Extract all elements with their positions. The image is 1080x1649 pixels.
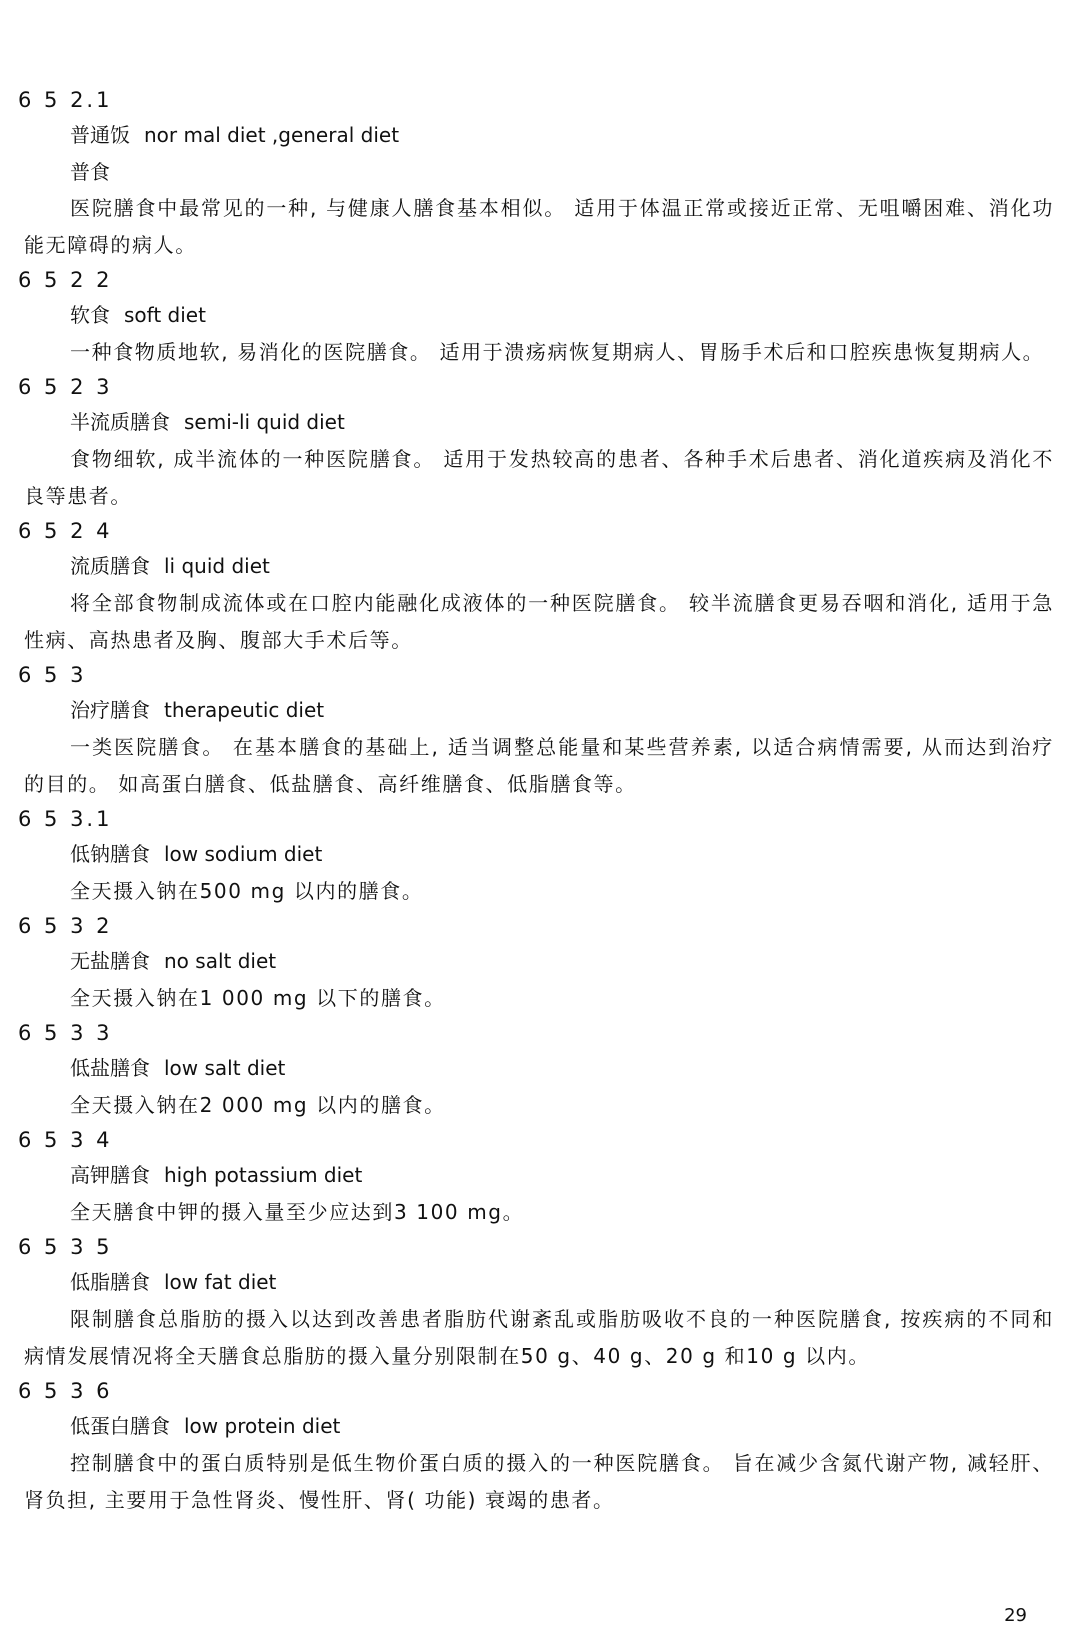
term-chinese: 普通饭	[70, 123, 130, 147]
term-english: no salt diet	[164, 949, 277, 973]
entry-definition: 全天摄入钠在1 000 mg 以下的膳食。	[70, 986, 446, 1010]
term-english: li quid diet	[164, 554, 270, 578]
entry	[0, 910, 1080, 1017]
entry	[0, 84, 1080, 264]
entry-number: 6 5 3 5	[18, 1235, 113, 1259]
entry	[0, 1375, 1080, 1519]
entry-definition: 全天摄入钠在500 mg 以内的膳食。	[70, 879, 424, 903]
entry	[0, 371, 1080, 515]
entry-number: 6 5 2 2	[18, 268, 113, 292]
term-english: low salt diet	[164, 1056, 286, 1080]
entry-number: 6 5 3	[18, 663, 87, 687]
entry-number: 6 5 3 3	[18, 1021, 113, 1045]
term-chinese: 半流质膳食	[70, 410, 170, 434]
entry-number: 6 5 3 6	[18, 1379, 113, 1403]
entry-term	[70, 403, 1080, 441]
entry	[0, 803, 1080, 910]
entry-number: 6 5 3 2	[18, 914, 113, 938]
entry-term	[70, 1156, 1080, 1194]
entry-list	[0, 84, 1080, 1519]
term-english: low fat diet	[164, 1270, 277, 1294]
entry-definition: 将全部食物制成流体或在口腔内能融化成液体的一种医院膳食。 较半流膳食更易吞咽和消化, 适用于急性病、高热患者及胸、腹部大手术后等。	[24, 591, 1054, 652]
term-english: therapeutic diet	[164, 698, 325, 722]
entry-number: 6 5 2 4	[18, 519, 113, 543]
entry-term	[70, 1407, 1080, 1445]
term-chinese: 无盐膳食	[70, 949, 150, 973]
term-english: soft diet	[124, 303, 206, 327]
term-english: nor mal diet ,general diet	[144, 123, 400, 147]
term-chinese: 低蛋白膳食	[70, 1414, 170, 1438]
term-chinese: 低钠膳食	[70, 842, 150, 866]
entry-definition: 全天膳食中钾的摄入量至少应达到3 100 mg。	[70, 1200, 525, 1224]
term-chinese: 流质膳食	[70, 554, 150, 578]
entry-number: 6 5 2.1	[18, 88, 113, 112]
entry	[0, 659, 1080, 803]
entry-term	[70, 1263, 1080, 1301]
term-chinese: 低脂膳食	[70, 1270, 150, 1294]
term-alias: 普食	[70, 160, 110, 184]
entry	[0, 515, 1080, 659]
term-chinese: 低盐膳食	[70, 1056, 150, 1080]
entry-definition: 限制膳食总脂肪的摄入以达到改善患者脂肪代谢紊乱或脂肪吸收不良的一种医院膳食, 按疾病的不同和病情发展情况将全天膳食总脂肪的摄入量分别限制在50 g、40 g、20 g 和10 g 以内。	[24, 1307, 1054, 1368]
entry-term	[70, 116, 1080, 154]
entry-number: 6 5 3 4	[18, 1128, 113, 1152]
entry	[0, 264, 1080, 371]
term-english: semi-li quid diet	[184, 410, 345, 434]
entry-definition: 一类医院膳食。 在基本膳食的基础上, 适当调整总能量和某些营养素, 以适合病情需要, 从而达到治疗的目的。 如高蛋白膳食、低盐膳食、高纤维膳食、低脂膳食等。	[24, 735, 1054, 796]
entry	[0, 1124, 1080, 1231]
term-english: low sodium diet	[164, 842, 323, 866]
entry-term	[70, 547, 1080, 585]
term-chinese: 高钾膳食	[70, 1163, 150, 1187]
entry-definition: 医院膳食中最常见的一种, 与健康人膳食基本相似。 适用于体温正常或接近正常、无咀嚼困难、消化功能无障碍的病人。	[24, 196, 1054, 257]
entry-definition: 全天摄入钠在2 000 mg 以内的膳食。	[70, 1093, 446, 1117]
entry-term	[70, 1049, 1080, 1087]
entry-term	[70, 835, 1080, 873]
term-english: low protein diet	[184, 1414, 341, 1438]
entry-term	[70, 296, 1080, 334]
page-number: 29	[1004, 1605, 1027, 1626]
entry	[0, 1017, 1080, 1124]
entry-number: 6 5 3.1	[18, 807, 113, 831]
term-english: high potassium diet	[164, 1163, 363, 1187]
term-chinese: 治疗膳食	[70, 698, 150, 722]
entry-definition: 一种食物质地软, 易消化的医院膳食。 适用于溃疡病恢复期病人、胃肠手术后和口腔疾患恢复期病人。	[70, 340, 1045, 364]
entry	[0, 1231, 1080, 1375]
entry-definition: 食物细软, 成半流体的一种医院膳食。 适用于发热较高的患者、各种手术后患者、消化道疾病及消化不良等患者。	[24, 447, 1054, 508]
entry-term	[70, 691, 1080, 729]
entry-number: 6 5 2 3	[18, 375, 113, 399]
term-chinese: 软食	[70, 303, 110, 327]
entry-definition: 控制膳食中的蛋白质特别是低生物价蛋白质的摄入的一种医院膳食。 旨在减少含氮代谢产物, 减轻肝、肾负担, 主要用于急性肾炎、慢性肝、肾( 功能) 衰竭的患者。	[24, 1451, 1054, 1512]
entry-term	[70, 942, 1080, 980]
